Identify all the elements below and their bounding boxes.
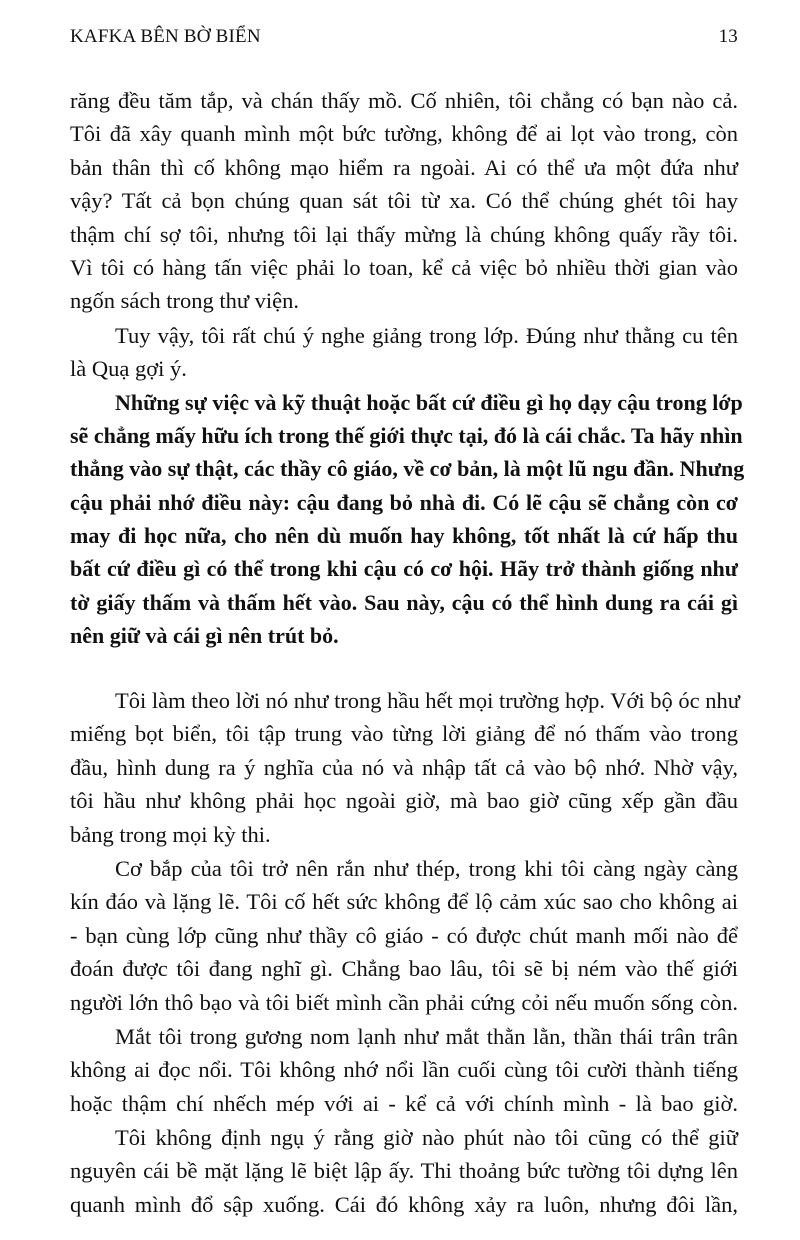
quoted-text-line: tờ giấy thấm và thấm hết vào. Sau này, cậu có thể hình dung ra cái gì — [70, 590, 738, 615]
text-line: Tôi làm theo lời nó như trong hầu hết mọi trường hợp. Với bộ óc như — [115, 688, 740, 713]
text-line: hoặc thậm chí nhếch mép với ai - kể cả với chính mình - là bao giờ. — [70, 1091, 738, 1116]
text-line: vậy? Tất cả bọn chúng quan sát tôi từ xa. Có thể chúng ghét tôi hay — [70, 188, 738, 213]
text-line: bản thân thì cố không mạo hiểm ra ngoài. Ai có thể ưa một đứa như — [70, 155, 738, 180]
text-line: bảng trong mọi kỳ thi. — [70, 822, 271, 847]
quoted-text-line: cậu phải nhớ điều này: cậu đang bỏ nhà đi. Có lẽ cậu sẽ chẳng còn cơ — [70, 490, 738, 515]
page-number: 13 — [718, 26, 738, 47]
text-line: đầu, hình dung ra ý nghĩa của nó và nhập tất cả vào bộ nhớ. Nhờ vậy, — [70, 755, 738, 780]
text-line: ngốn sách trong thư viện. — [70, 288, 300, 313]
text-line: không ai đọc nổi. Tôi không nhớ nổi lần cuối cùng tôi cười thành tiếng — [70, 1057, 738, 1082]
text-line: thậm chí sợ tôi, nhưng tôi lại thấy mừng là chúng không quấy rầy tôi. — [70, 222, 738, 247]
text-line: người lớn thô bạo và tôi biết mình cần phải cứng cỏi nếu muốn sống còn. — [70, 990, 738, 1015]
text-line: răng đều tăm tắp, và chán thấy mồ. Cố nhiên, tôi chẳng có bạn nào cả. — [70, 88, 738, 113]
text-line: kín đáo và lặng lẽ. Tôi cố hết sức không để lộ cảm xúc sao cho không ai — [70, 889, 738, 914]
text-line: quanh mình đổ sập xuống. Cái đó không xảy ra luôn, nhưng đôi lần, — [70, 1192, 738, 1217]
text-line: đoán được tôi đang nghĩ gì. Chẳng bao lâu, tôi sẽ bị ném vào thế giới — [70, 956, 738, 981]
quoted-text-line: sẽ chẳng mấy hữu ích trong thế giới thực tại, đó là cái chắc. Ta hãy nhìn — [70, 423, 743, 448]
quoted-text-line: nên giữ và cái gì nên trút bỏ. — [70, 623, 339, 648]
text-line: Tôi đã xây quanh mình một bức tường, không để ai lọt vào trong, còn — [70, 121, 738, 146]
quoted-text-line: bất cứ điều gì có thể trong khi cậu có cơ hội. Hãy trở thành giống như — [70, 556, 738, 581]
text-line: Tuy vậy, tôi rất chú ý nghe giảng trong lớp. Đúng như thằng cu tên — [115, 323, 738, 348]
text-line: Cơ bắp của tôi trở nên rắn như thép, trong khi tôi càng ngày càng — [115, 856, 738, 881]
text-line: Tôi không định ngụ ý rằng giờ nào phút nào tôi cũng có thể giữ — [115, 1125, 738, 1150]
text-line: Mắt tôi trong gương nom lạnh như mắt thằn lằn, thần thái trân trân — [115, 1024, 738, 1049]
text-line: Vì tôi có hàng tấn việc phải lo toan, kể cả việc bỏ nhiều thời gian vào — [70, 255, 738, 280]
quoted-text-line: Những sự việc và kỹ thuật hoặc bất cứ điều gì họ dạy cậu trong lớp — [115, 390, 743, 415]
text-line: - bạn cùng lớp cũng như thầy cô giáo - có được chút manh mối nào để — [70, 923, 738, 948]
text-line: miếng bọt biển, tôi tập trung vào từng lời giảng để nó thấm vào trong — [70, 721, 738, 746]
text-line: nguyên cái bề mặt lặng lẽ biệt lập ấy. Thi thoảng bức tường tôi dựng lên — [70, 1158, 738, 1183]
text-line: tôi hầu như không phải học ngoài giờ, mà bao giờ cũng xếp gần đầu — [70, 788, 738, 813]
text-line: là Quạ gợi ý. — [70, 356, 187, 381]
running-title: KAFKA BÊN BỜ BIỂN — [70, 26, 261, 47]
quoted-text-line: may đi học nữa, cho nên dù muốn hay không, tốt nhất là cứ hấp thu — [70, 523, 738, 548]
quoted-text-line: thẳng vào sự thật, các thầy cô giáo, về cơ bản, là một lũ ngu đần. Nhưng — [70, 456, 745, 481]
